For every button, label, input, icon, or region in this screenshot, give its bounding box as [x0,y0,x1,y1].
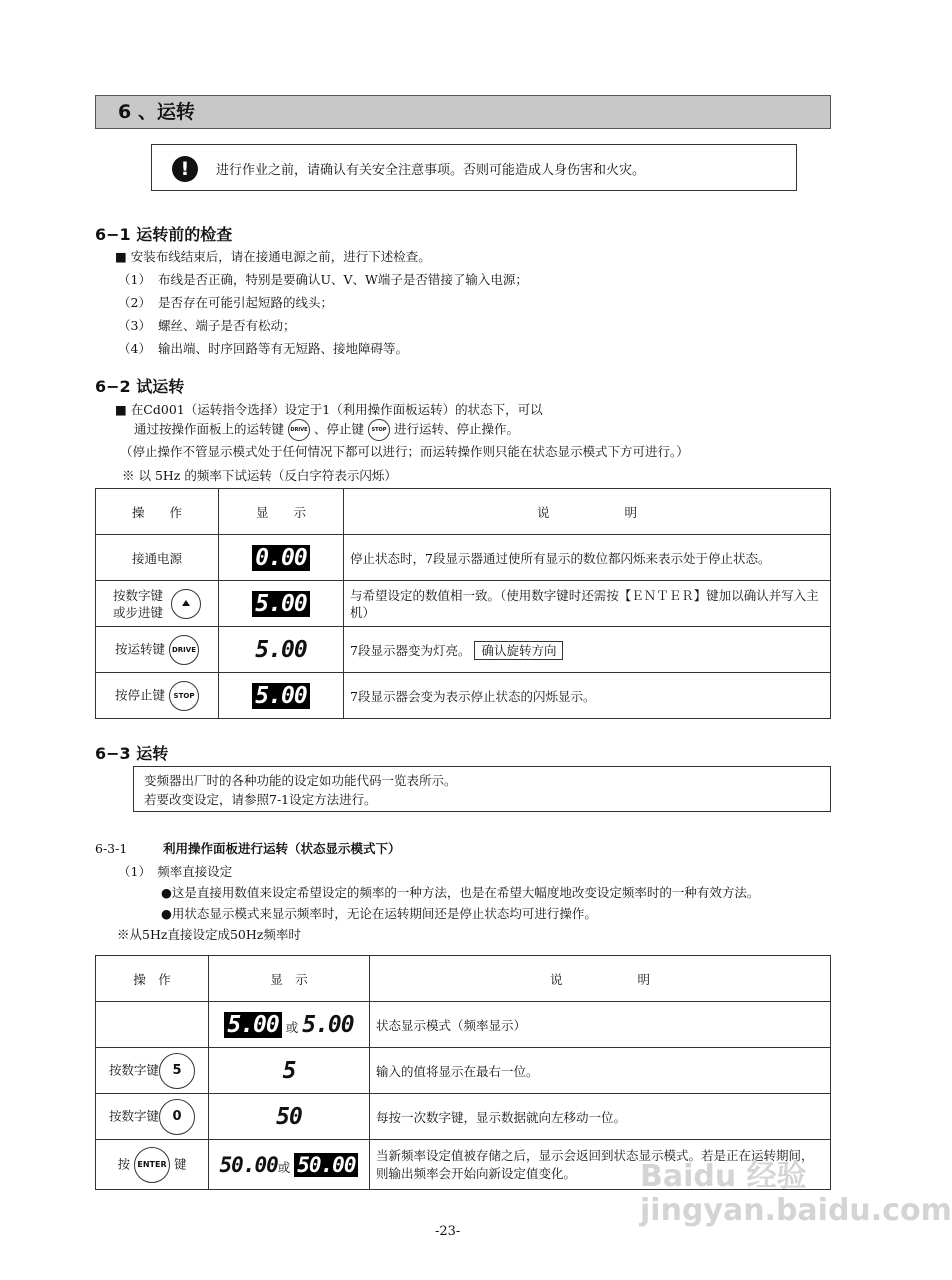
stop-key-icon: STOP [368,419,390,441]
digit-5-key-icon: 5 [159,1053,195,1089]
enter-key-icon: ENTER [134,1147,170,1183]
warning-text: 进行作业之前，请确认有关安全注意事项。否则可能造成人身伤害和火灾。 [216,163,646,178]
seven-segment-display: 5.00 [224,1012,281,1038]
watermark: Baidu 经验 jingyan.baidu.com [640,1159,952,1228]
digit-0-key-icon: 0 [159,1099,195,1135]
table-row: 按运转键 DRIVE 5.00 7段显示器变为灯亮。 确认旋转方向 [96,627,831,673]
table-row: 按 ENTER 键 50.00或 50.00 当新频率设定值被存储之后，显示会返回到状态显示模式。若是正在运转期间，则输出频率会开始向新设定值变化。 [96,1140,831,1190]
up-arrow-key-icon [171,589,201,619]
table-row: 按数字键 0 50 每按一次数字键，显示数据就向左移动一位。 [96,1094,831,1140]
section-6-2-title: 6−2 试运转 [95,377,185,396]
s63-note-box: 变频器出厂时的各种功能的设定如功能代码一览表所示。 若要改变设定，请参照7-1设定方法进行。 [133,766,831,812]
seven-segment-display: 5 [282,1057,296,1084]
seven-segment-display: 5.00 [302,1011,354,1038]
table-header: 显 示 [219,489,344,535]
seven-segment-display: 50.00 [219,1152,278,1177]
exclamation-icon: ! [172,156,198,182]
s61-intro: ■ 安装布线结束后，请在接通电源之前，进行下述检查。 [115,249,431,264]
list-item: （4） 输出端、时序回路等有无短路、接地障碍等。 [118,341,409,356]
table-header: 显 示 [209,956,370,1002]
s62-line1: ■ 在Cd001（运转指令选择）设定于1（利用操作面板运转）的状态下，可以 [115,402,543,417]
trial-run-table [95,488,831,719]
s62-note: （停止操作不管显示模式处于任何情况下都可以进行；而运转操作则只能在状态显示模式下方可进行。） [120,444,689,459]
table-header: 说 明 [344,489,831,535]
section-6-3-title: 6−3 运转 [95,744,169,763]
seven-segment-display: 5.00 [252,591,309,617]
section-title: 6 、运转 [95,95,831,129]
seven-segment-display: 50.00 [294,1153,358,1177]
drive-key-icon: DRIVE [288,419,310,441]
seven-segment-display: 50 [276,1103,302,1130]
s63-item1: （1） 频率直接设定 [118,864,233,879]
s62-example: ※ 以 5Hz 的频率下试运转（反白字符表示闪烁） [122,468,397,483]
table-row: 按停止键 STOP 5.00 7段显示器会变为表示停止状态的闪烁显示。 [96,673,831,719]
table-header: 操 作 [96,956,209,1002]
confirm-direction-label: 确认旋转方向 [474,641,563,660]
list-item: （3） 螺丝、端子是否有松动； [118,318,296,333]
table-header: 操 作 [96,489,219,535]
stop-key-icon: STOP [169,681,199,711]
page-number: -23- [435,1224,461,1239]
list-item: （1） 布线是否正确，特别是要确认U、V、W端子是否错接了输入电源； [118,272,528,287]
section-6-1-title: 6−1 运转前的检查 [95,225,233,244]
seven-segment-display: 5.00 [252,683,309,709]
frequency-set-table [95,955,831,1190]
s63-bullet1: ●这是直接用数值来设定希望设定的频率的一种方法，也是在希望大幅度地改变设定频率时的一种有效方法。 [161,885,760,900]
table-row: 接通电源 0.00 停止状态时，7段显示器通过使所有显示的数位都闪烁来表示处于停止状态。 [96,535,831,581]
s63-bullet2: ●用状态显示模式来显示频率时，无论在运转期间还是停止状态均可进行操作。 [161,906,597,921]
s63-example: ※从5Hz直接设定成50Hz频率时 [117,927,301,942]
seven-segment-display: 5.00 [255,636,307,663]
s62-line2: 通过按操作面板上的运转键 DRIVE 、停止键 STOP 进行运转、停止操作。 [134,419,519,441]
table-row: 按数字键 5 5 输入的值将显示在最右一位。 [96,1048,831,1094]
s631-title: 6-3-1 利用操作面板进行运转（状态显示模式下） [95,841,401,856]
warning-box [151,144,797,191]
table-row: 按数字键 或步进键 5.00 与希望设定的数值相一致。（使用数字键时还需按【ＥＮＴＥＲ】键加以确认并写入主机） [96,581,831,627]
drive-key-icon: DRIVE [169,635,199,665]
table-row: 5.00 或 5.00 状态显示模式（频率显示） [96,1002,831,1048]
list-item: （2） 是否存在可能引起短路的线头； [118,295,334,310]
table-header: 说 明 [370,956,831,1002]
seven-segment-display: 0.00 [252,545,309,571]
s61-intro-text: 安装布线结束后，请在接通电源之前，进行下述检查。 [130,249,431,264]
